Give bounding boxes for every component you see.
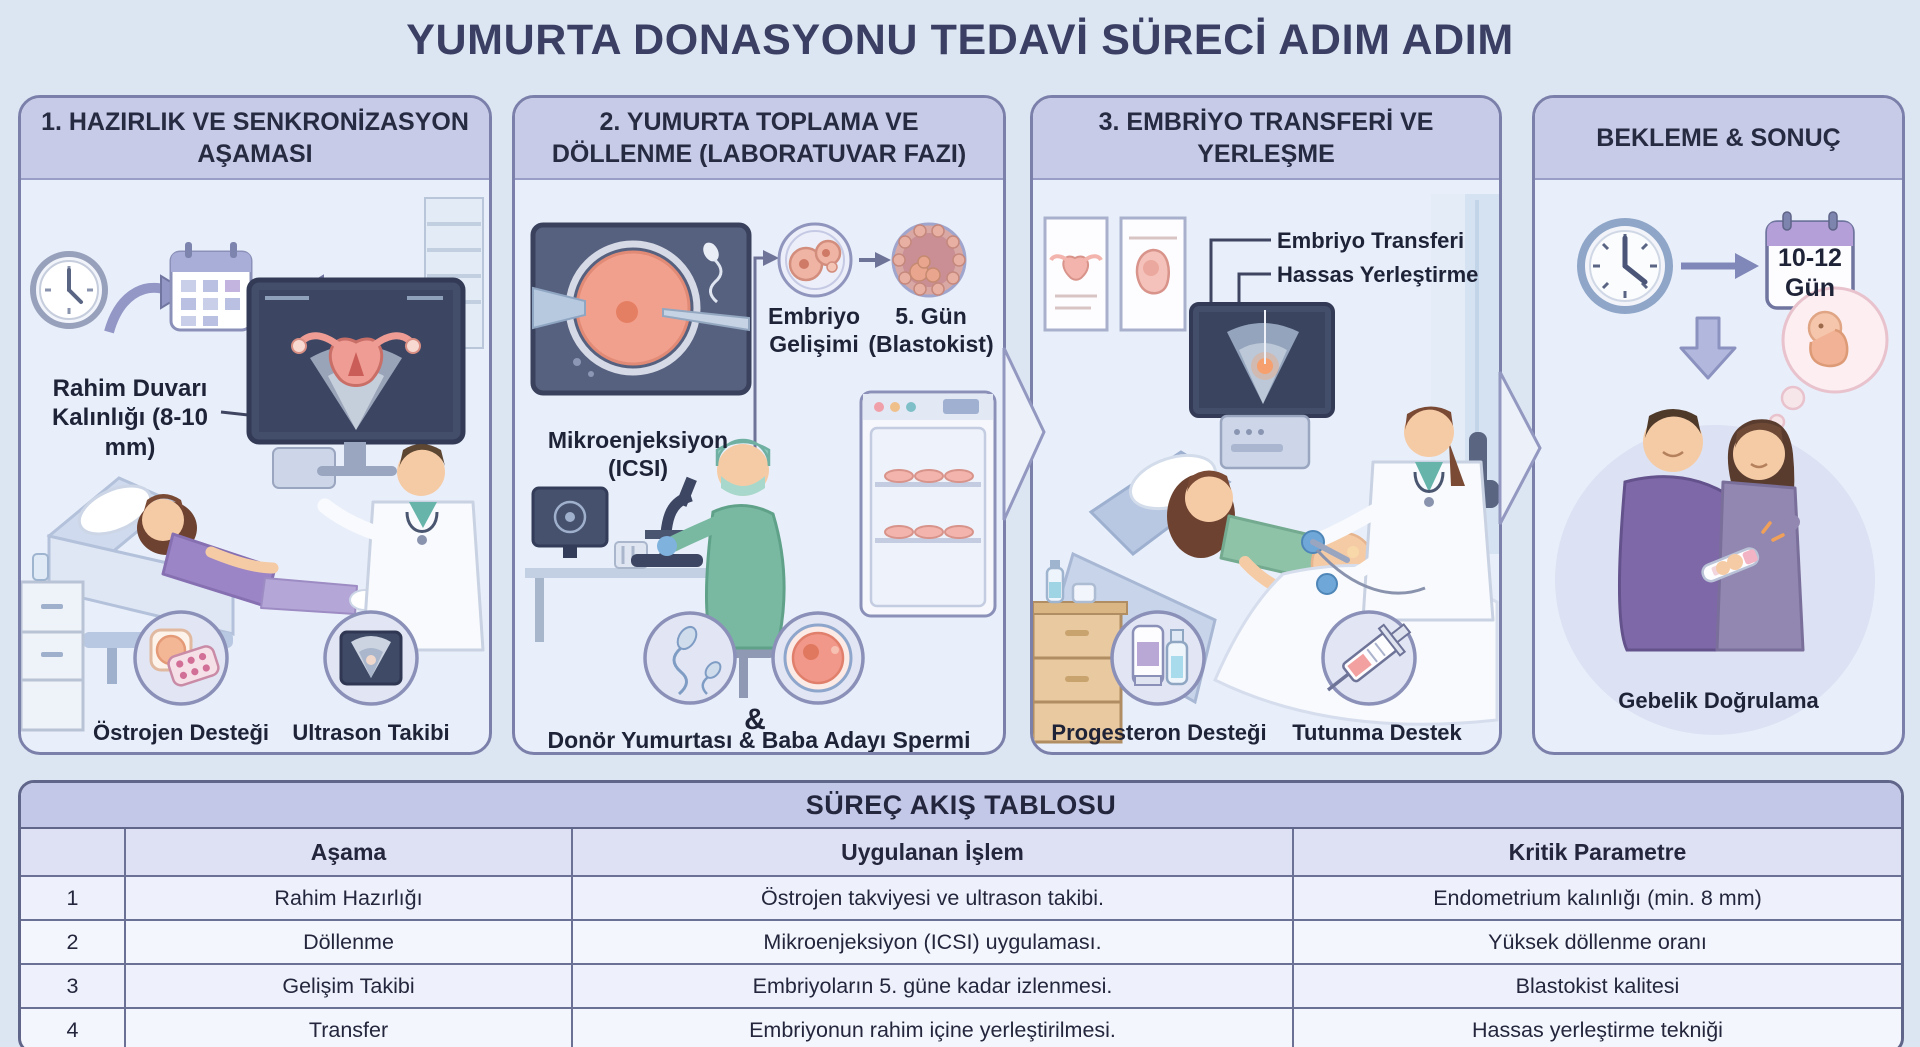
calendar-icon: [171, 242, 251, 330]
panel-3-illustration: [1033, 180, 1499, 752]
calendar-days-unit: Gün: [1785, 273, 1835, 302]
cell-procedure: Östrojen takviyesi ve ultrason takibi.: [572, 876, 1293, 920]
cell-step-number: 4: [21, 1008, 125, 1047]
cell-parameter: Hassas yerleştirme tekniği: [1293, 1008, 1901, 1047]
panel-1-illustration: [21, 180, 489, 752]
uterine-wall-annotation: Rahim Duvarı Kalınlığı (8-10 mm): [51, 375, 209, 461]
flow-table: [21, 829, 1901, 1047]
cell-procedure: Embriyoların 5. güne kadar izlenmesi.: [572, 964, 1293, 1008]
donor-egg-sperm-caption: Donör Yumurtası & Baba Adayı Spermi: [547, 727, 971, 753]
panel-step-1: [18, 95, 492, 755]
wait-clock-icon: [1581, 222, 1669, 310]
estrogen-support-badge-icon: [135, 612, 227, 704]
transfer-monitor: [1191, 304, 1333, 468]
blastocyst-icon: [893, 224, 965, 296]
badge-label-estrogen: Östrojen Desteği: [92, 720, 270, 745]
blastocyst-label: 5. Gün (Blastokist): [868, 303, 994, 358]
panel-1-header: 1. HAZIRLIK VE SENKRONİZASYON AŞAMASI: [21, 98, 489, 180]
table-row-4: [21, 1008, 1901, 1047]
panel-step-2: [512, 95, 1006, 755]
transfer-annotation-line1: Embriyo Transferi: [1277, 228, 1465, 253]
panel-2-illustration: [515, 180, 1003, 752]
cell-parameter: Yüksek döllenme oranı: [1293, 920, 1901, 964]
table-row-1: [21, 876, 1901, 920]
progesterone-badge-icon: [1112, 612, 1204, 704]
badge-label-tutunma: Tutunma Destek: [1292, 720, 1462, 745]
embryo-to-blastocyst-arrow: [859, 252, 891, 268]
clock-icon: [33, 254, 105, 326]
donor-sperm-badge-icon: [645, 613, 735, 703]
table-header-row: [21, 829, 1901, 876]
col-header-index: [21, 829, 125, 876]
panel-step-4: [1532, 95, 1905, 755]
cell-stage: Transfer: [125, 1008, 572, 1047]
panel-step-3: [1030, 95, 1502, 755]
process-flow-table: [18, 780, 1904, 1047]
badge-label-ultrasound: Ultrason Takibi: [292, 720, 450, 745]
table-row-3: [21, 964, 1901, 1008]
cell-procedure: Embriyonun rahim içine yerleştirilmesi.: [572, 1008, 1293, 1047]
calendar-days-value: 10-12: [1778, 244, 1842, 272]
wait-down-arrow: [1681, 318, 1735, 378]
embryo-development-icon: [779, 224, 851, 296]
cell-stage: Gelişim Takibi: [125, 964, 572, 1008]
calendar-days-label: [1763, 244, 1857, 303]
cell-step-number: 2: [21, 920, 125, 964]
col-header-asama: Aşama: [125, 829, 572, 876]
donor-egg-badge-icon: [773, 613, 863, 703]
table-row-2: [21, 920, 1901, 964]
clock-to-calendar-arrow: [1681, 253, 1759, 279]
page-title: YUMURTA DONASYONU TEDAVİ SÜRECİ ADIM ADIM: [406, 16, 1514, 64]
col-header-uygulanan-islem: Uygulanan İşlem: [572, 829, 1293, 876]
cell-step-number: 1: [21, 876, 125, 920]
wall-frame-fetus: [1121, 218, 1185, 330]
cell-parameter: Blastokist kalitesi: [1293, 964, 1901, 1008]
icsi-microinjection-icon: [533, 225, 749, 393]
doctor-woman: [1302, 406, 1499, 620]
badge-label-progesterone: Progesteron Desteği: [1051, 720, 1267, 745]
ultrasound-follow-badge-icon: [325, 612, 417, 704]
cell-step-number: 3: [21, 964, 125, 1008]
cell-stage: Döllenme: [125, 920, 572, 964]
panel-2-header: 2. YUMURTA TOPLAMA VE DÖLLENME (LABORATUVAR FAZI): [515, 98, 1003, 180]
transfer-annotation-line2: Hassas Yerleştirme: [1277, 262, 1479, 287]
col-header-kritik-parametre: Kritik Parametre: [1293, 829, 1901, 876]
cell-stage: Rahim Hazırlığı: [125, 876, 572, 920]
panel-4-header: BEKLEME & SONUÇ: [1535, 98, 1902, 180]
table-title: SÜREÇ AKIŞ TABLOSU: [21, 783, 1901, 829]
panel-4-illustration: [1535, 180, 1902, 752]
pregnancy-confirmation-caption: Gebelik Doğrulama: [1618, 688, 1819, 713]
embryo-development-label: Embriyo Gelişimi: [767, 303, 861, 358]
panel-3-header: 3. EMBRİYO TRANSFERİ VE YERLEŞME: [1033, 98, 1499, 180]
icsi-label: Mikroenjeksiyon (ICSI): [547, 427, 729, 482]
cell-parameter: Endometrium kalınlığı (min. 8 mm): [1293, 876, 1901, 920]
ampersand-glyph: &: [744, 703, 766, 736]
incubator-icon: [861, 392, 995, 616]
wall-frame-uterus: [1045, 218, 1107, 330]
cell-procedure: Mikroenjeksiyon (ICSI) uygulaması.: [572, 920, 1293, 964]
panel-1-scene: [21, 180, 489, 752]
partner-woman: [1717, 419, 1803, 650]
